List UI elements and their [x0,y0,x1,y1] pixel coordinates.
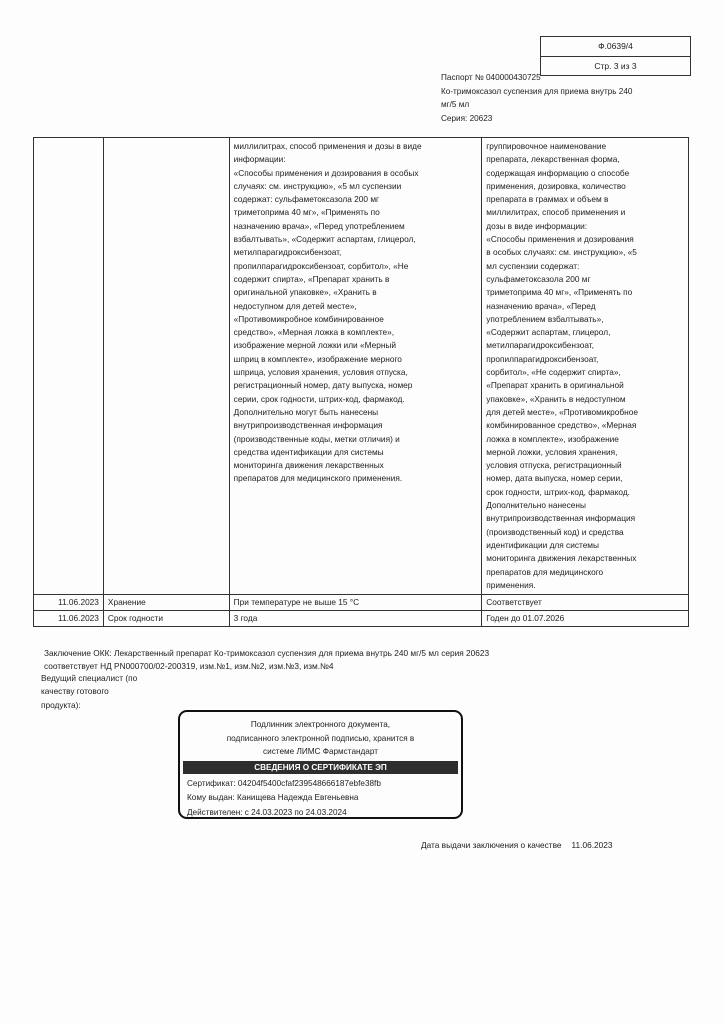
requirement-line: регистрационный номер, дату выпуска, номер [233,380,413,391]
result-line: дозы в виде информации: [486,220,588,231]
table-row-storage [34,595,689,611]
result-line: комбинированное средство», «Мерная [486,420,637,431]
result-line: препаратов для медицинского [486,566,604,577]
row-indicator: Срок годности [103,611,229,627]
row-requirement: 3 года [229,611,482,627]
qc-conclusion [44,647,684,674]
certificate-info-bar: СВЕДЕНИЯ О СЕРТИФИКАТЕ ЭП [183,761,458,774]
cell-requirement-continued [229,138,482,595]
result-line: внутрипроизводственная информация [486,513,636,524]
requirement-line: назначению врача», «Перед употреблением [233,220,405,231]
result-line: триметоприма 40 мг», «Применять по [486,287,633,298]
requirement-line: шприц в комплекте», изображение мерного [233,353,402,364]
result-line: «Содержит аспартам, глицерол, [486,327,611,338]
result-line: применения, дозировка, количество [486,180,626,191]
requirement-line: внутрипроизводственная информация [233,420,383,431]
result-line: мониторинга движения лекарственных [486,553,637,564]
result-line: метилпарагидроксибензоат, [486,340,594,351]
requirement-line: (производственные коды, метки отличия) и [233,433,400,444]
table-row-continued [34,138,689,595]
requirement-line: мониторинга движения лекарственных [233,460,384,471]
issue-date-label: Дата выдачи заключения о качестве [421,840,562,850]
requirement-line: средство», «Мерная ложка в комплекте», [233,327,395,338]
row-result: Годен до 01.07.2026 [482,611,689,627]
issue-date-line [421,840,612,850]
result-line: препарата, лекарственная форма, [486,154,620,165]
result-line: «Способы применения и дозирования [486,234,634,245]
conclusion-line2: соответствует НД PN000700/02-200319, изм.№1, изм.№2, изм.№3, изм.№4 [44,661,334,672]
result-line: назначению врача», «Перед [486,300,596,311]
form-code: Ф.0639/4 [598,41,633,51]
passport-number: Паспорт № 040000430725 [441,73,541,82]
series-number: Серия: 20623 [441,113,493,123]
result-line: для детей месте», «Противомикробное [486,406,638,417]
result-line: условия отпуска, регистрационный [486,460,622,471]
result-line: сульфаметоксазола 200 мг [486,273,591,284]
specialist-line2: качеству готового [41,686,109,697]
result-line: сорбитол», «Не содержит спирта», [486,367,621,378]
requirement-line: изображение мерной ложки или «Мерный [233,340,396,351]
result-line: миллилитрах, способ применения и [486,207,626,218]
result-line: содержащая информацию о способе [486,167,630,178]
requirement-line: серии, срок годности, штрих-код, фармакод. [233,393,405,404]
result-line: ложка в комплекте», изображение [486,433,619,444]
issue-date-value: 11.06.2023 [571,840,613,850]
signature-header-line3: системе ЛИМС Фармстандарт [263,747,378,756]
row-indicator: Хранение [103,595,229,611]
result-line: Дополнительно нанесены [486,500,586,511]
requirement-line: триметоприма 40 мг», «Применять по [233,207,380,218]
requirement-line: метилпарагидроксибензоат, [233,247,342,258]
specialist-label [41,672,161,712]
result-line: мл суспензии содержат: [486,260,580,271]
result-line: «Препарат хранить в оригинальной [486,380,624,391]
result-line: применения. [486,579,536,590]
requirement-line: шприца, условия хранения, условия отпуска, [233,367,408,378]
requirement-line: оригинальной упаковке», «Хранить в [233,287,377,298]
page-number: Стр. 3 из 3 [541,56,690,75]
requirement-line: «Противомикробное комбинированное [233,313,384,324]
row-date: 11.06.2023 [34,595,104,611]
result-line: упаковке», «Хранить в недоступном [486,393,626,404]
requirement-line: средства идентификации для системы [233,446,384,457]
table-row-shelf-life [34,611,689,627]
cell-result-continued [482,138,689,595]
form-code-box [540,36,691,76]
signature-header-line1: Подлинник электронного документа, [250,720,391,729]
passport-info [441,71,641,125]
requirement-line: пропилпарагидроксибензоат, сорбитол», «Не [233,260,409,271]
certificate-number: Сертификат: 04204f5400cfaf239548666187ebfe38fb [187,778,381,788]
cell-date-empty [34,138,104,595]
specialist-line3: продукта): [41,699,81,710]
result-line: пропилпарагидроксибензоат, [486,353,599,364]
requirement-line: взбалтывать», «Содержит аспартам, глицерол, [233,234,416,245]
requirement-text [234,140,478,486]
conclusion-line1: Заключение ОКК: Лекарственный препарат Ко-тримоксазол суспензия для приема внутрь 240 мг/5 мл серия 20623 [44,648,490,658]
requirement-line: «Способы применения и дозирования в особых [233,167,419,178]
result-line: номер, дата выпуска, номер серии, [486,473,623,484]
row-requirement: При температуре не выше 15 °С [229,595,482,611]
result-line: в особых случаях: см. инструкцию», «5 [486,247,637,258]
certificate-owner: Кому выдан: Канищева Надежда Евгеньевна [187,793,359,802]
result-line: идентификации для системы [486,539,599,550]
result-line: срок годности, штрих-код, фармакод. [486,486,630,497]
product-name-line2: мг/5 мл [441,100,470,109]
result-text [486,140,684,592]
quality-table [33,137,689,627]
result-line: употреблением взбалтывать», [486,313,604,324]
signature-header-line2: подписанного электронной подписью, хранится в [226,733,415,743]
result-line: (производственный код) и средства [486,526,624,537]
requirement-line: содержат: сульфаметоксазола 200 мг [233,194,380,205]
result-line: препарата в граммах и объем в [486,194,609,205]
requirement-line: недоступном для детей месте», [233,300,357,311]
electronic-signature-stamp [178,710,463,819]
row-result: Соответствует [482,595,689,611]
requirement-line: препаратов для медицинского применения. [233,473,403,484]
cell-indicator-empty [103,138,229,595]
requirement-line: информации: [233,154,286,165]
requirement-line: миллилитрах, способ применения и дозы в виде [233,141,422,151]
signature-header [180,718,461,759]
requirement-line: содержит спирта», «Препарат хранить в [233,273,390,284]
requirement-line: Дополнительно могут быть нанесены [233,406,379,417]
result-line: мерной ложки, условия хранения, [486,446,618,457]
row-date: 11.06.2023 [34,611,104,627]
requirement-line: случаях: см. инструкцию», «5 мл суспензии [233,180,402,191]
product-name-line1: Ко-тримоксазол суспензия для приема внутрь 240 [441,86,633,96]
certificate-validity: Действителен: с 24.03.2023 по 24.03.2024 [187,807,347,817]
specialist-line1: Ведущий специалист (по [41,673,138,683]
result-line: группировочное наименование [486,141,607,151]
